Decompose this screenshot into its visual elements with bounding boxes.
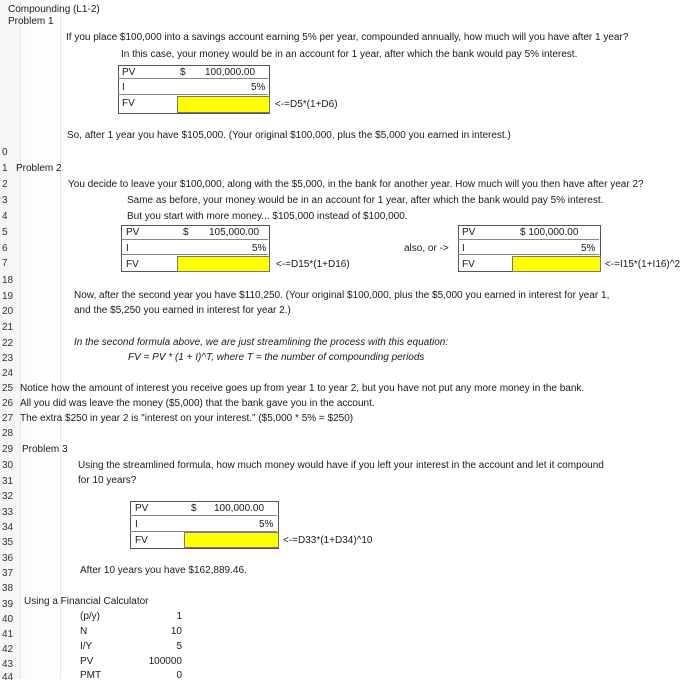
- p2-fv-formula: <-=D15*(1+D16): [276, 259, 350, 270]
- p1-fv-label: FV: [122, 98, 135, 109]
- p3-fv-cell[interactable]: [184, 532, 279, 548]
- note-2: All you did was leave the money ($5,000) that the bank gave you in the account.: [20, 398, 375, 409]
- row-number[interactable]: 35: [2, 537, 14, 548]
- p1-pv-label: PV: [122, 67, 136, 78]
- p3-pv-label: PV: [135, 503, 149, 514]
- row-number[interactable]: 22: [2, 338, 14, 349]
- row-number[interactable]: 7: [2, 258, 8, 269]
- calc-value-iy[interactable]: 5: [176, 641, 182, 652]
- also-or-label: also, or ->: [404, 243, 449, 254]
- row-number[interactable]: 5: [2, 227, 8, 238]
- row-number[interactable]: 25: [2, 383, 14, 394]
- p3-i-label: I: [135, 519, 138, 530]
- row-number[interactable]: 34: [2, 522, 14, 533]
- divider: [458, 254, 599, 255]
- calc-label-n: N: [80, 626, 88, 637]
- p1-fv-formula: <-=D5*(1+D6): [275, 99, 338, 110]
- row-number[interactable]: 43: [2, 659, 14, 670]
- row-number[interactable]: 0: [2, 147, 8, 158]
- calc-value-n[interactable]: 10: [170, 626, 182, 637]
- sheet-title: Compounding (L1-2): [8, 4, 100, 15]
- compound-formula: FV = PV * (1 + I)^T, where T = the number of compounding periods: [128, 352, 425, 363]
- problem1-result: So, after 1 year you have $105,000. (Your original $100,000, plus the $5,000 you earned in interest.): [67, 130, 511, 141]
- calc-value-py[interactable]: 1: [176, 611, 182, 622]
- divider: [130, 515, 277, 516]
- row-number[interactable]: 26: [2, 398, 14, 409]
- problem3-result: After 10 years you have $162,889.46.: [80, 565, 247, 576]
- row-number[interactable]: 2: [2, 179, 8, 190]
- row-number[interactable]: 21: [2, 322, 14, 333]
- problem2-result2: and the $5,250 you earned in interest for year 2.): [74, 305, 291, 316]
- p1-pv-dollar: $: [180, 67, 186, 78]
- row-number[interactable]: 24: [2, 368, 14, 379]
- row-number[interactable]: 33: [2, 507, 14, 518]
- problem2-question: You decide to leave your $100,000, along with the $5,000, in the bank for another year. How much will you then have after year 2?: [68, 179, 644, 190]
- row-number[interactable]: 20: [2, 306, 14, 317]
- calculator-title: Using a Financial Calculator: [24, 596, 149, 607]
- row-number[interactable]: 1: [2, 163, 8, 174]
- note-3: The extra $250 in year 2 is "interest on your interest." ($5,000 * 5% = $250): [20, 413, 354, 424]
- divider: [121, 254, 268, 255]
- row-number[interactable]: 41: [2, 629, 14, 640]
- p3-fv-formula: <-=D33*(1+D34)^10: [283, 535, 373, 546]
- problem3-label: Problem 3: [22, 444, 68, 455]
- row-number[interactable]: 4: [2, 211, 8, 222]
- calc-label-pmt: PMT: [80, 670, 102, 681]
- row-number[interactable]: 36: [2, 553, 14, 564]
- p2-pv-value[interactable]: 105,000.00: [209, 227, 260, 238]
- row-number[interactable]: 28: [2, 428, 14, 439]
- row-number[interactable]: 3: [2, 195, 8, 206]
- row-number[interactable]: 44: [2, 672, 14, 683]
- problem2-label: Problem 2: [16, 163, 62, 174]
- p2-alt-pv-label: PV: [462, 227, 476, 238]
- p2-i-value[interactable]: 5%: [252, 243, 267, 254]
- row-header-border: [20, 0, 21, 679]
- row-number[interactable]: 27: [2, 413, 14, 424]
- p2-fv-cell[interactable]: [177, 256, 270, 272]
- calc-label-py: (p/y): [80, 611, 100, 622]
- problem2-result1: Now, after the second year you have $110,250. (Your original $100,000, plus the $5,000 you earned in interest for year 1,: [74, 290, 610, 301]
- row-number[interactable]: 40: [2, 614, 14, 625]
- row-number[interactable]: 29: [2, 444, 14, 455]
- calc-label-iy: I/Y: [80, 641, 93, 652]
- problem3-question1: Using the streamlined formula, how much money would have if you left your interest in the account and let it compound: [78, 460, 604, 471]
- problem1-explain: In this case, your money would be in an account for 1 year, after which the bank would pay 5% interest.: [121, 49, 578, 60]
- p2-alt-pv-value[interactable]: $ 100,000.00: [520, 227, 579, 238]
- row-number[interactable]: 30: [2, 460, 14, 471]
- p2-alt-fv-cell[interactable]: [512, 256, 601, 272]
- p3-pv-value[interactable]: 100,000.00: [214, 503, 265, 514]
- p1-fv-cell[interactable]: [177, 96, 270, 113]
- p1-i-value[interactable]: 5%: [251, 82, 266, 93]
- p2-alt-fv-formula: <-=I15*(1+I16)^2: [605, 259, 681, 270]
- p2-pv-label: PV: [126, 227, 140, 238]
- p3-fv-label: FV: [135, 535, 148, 546]
- problem1-label: Problem 1: [8, 16, 54, 27]
- p1-pv-value[interactable]: 100,000.00: [205, 67, 256, 78]
- row-number[interactable]: 42: [2, 644, 14, 655]
- row-number[interactable]: 6: [2, 243, 8, 254]
- divider: [118, 94, 268, 95]
- p2-fv-label: FV: [126, 259, 139, 270]
- column-a-border: [60, 0, 61, 679]
- calc-value-pmt[interactable]: 0: [176, 670, 182, 681]
- p1-i-label: I: [122, 82, 125, 93]
- p2-alt-i-value[interactable]: 5%: [581, 243, 596, 254]
- calc-value-pv[interactable]: 100000: [148, 656, 182, 667]
- p2-i-label: I: [126, 243, 129, 254]
- row-number[interactable]: 19: [2, 291, 14, 302]
- row-number[interactable]: 37: [2, 568, 14, 579]
- p2-pv-dollar: $: [183, 227, 189, 238]
- row-number[interactable]: 31: [2, 476, 14, 487]
- p2-alt-i-label: I: [462, 243, 465, 254]
- divider: [121, 239, 268, 240]
- row-number[interactable]: 23: [2, 353, 14, 364]
- formula-intro: In the second formula above, we are just streamlining the process with this equation:: [74, 337, 449, 348]
- row-number[interactable]: 38: [2, 583, 14, 594]
- divider: [458, 239, 599, 240]
- row-number[interactable]: 18: [2, 275, 14, 286]
- note-1: Notice how the amount of interest you receive goes up from year 1 to year 2, but you have not put any more money in the bank.: [20, 383, 585, 394]
- problem2-explain2: But you start with more money... $105,000 instead of $100,000.: [127, 211, 408, 222]
- problem1-question: If you place $100,000 into a savings account earning 5% per year, compounded annually, how much will you have after 1 year?: [66, 32, 629, 43]
- p2-alt-fv-label: FV: [462, 259, 475, 270]
- calc-label-pv: PV: [80, 656, 94, 667]
- problem3-question2: for 10 years?: [78, 475, 137, 486]
- p3-pv-dollar: $: [191, 503, 197, 514]
- problem2-explain1: Same as before, your money would be in an account for 1 year, after which the bank would pay 5% interest.: [127, 195, 604, 206]
- row-number[interactable]: 39: [2, 599, 14, 610]
- p3-i-value[interactable]: 5%: [259, 519, 274, 530]
- row-number[interactable]: 32: [2, 491, 14, 502]
